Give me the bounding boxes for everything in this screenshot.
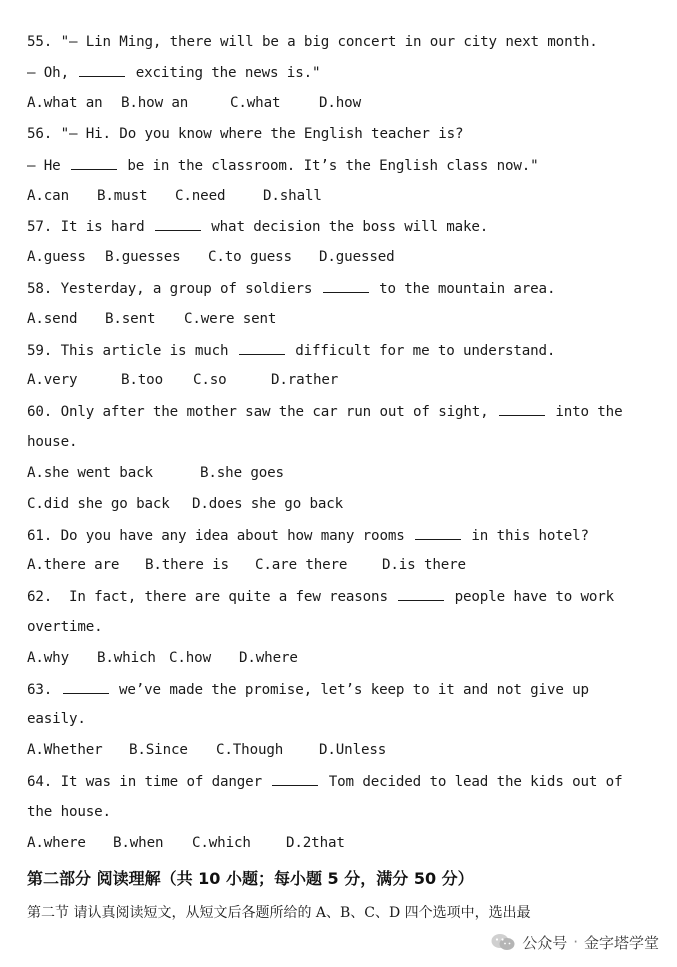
- stem-text: easily.: [27, 711, 86, 727]
- option-a: A.can: [27, 188, 69, 204]
- stem-text: we’ve made the promise, let’s keep to it and not give up: [110, 682, 589, 698]
- stem-text: 56. "— Hi. Do you know where the English teacher is?: [27, 126, 464, 142]
- option-c: C.which: [192, 835, 251, 851]
- question-63-stem-line: [27, 679, 657, 700]
- question-60-stem-line: [27, 432, 657, 452]
- option-b: B.Since: [129, 742, 188, 758]
- option-c: C.what: [230, 95, 281, 111]
- stem-text: to the mountain area.: [370, 281, 556, 297]
- watermark-name: 金字塔学堂: [583, 933, 659, 952]
- option-d: D.is there: [382, 557, 466, 573]
- answer-blank: [79, 62, 125, 77]
- option-b: B.when: [113, 835, 164, 851]
- option-a: A.very: [27, 372, 78, 388]
- option-a: A.send: [27, 311, 78, 327]
- option-b: B.she goes: [200, 465, 284, 481]
- question-56-stem-line: [27, 124, 657, 144]
- option-b: B.sent: [105, 311, 156, 327]
- stem-text: 61. Do you have any idea about how many rooms: [27, 528, 414, 544]
- stem-text: Tom decided to lead the kids out of: [320, 774, 623, 790]
- option-d: D.how: [319, 95, 361, 111]
- option-c: C.are there: [255, 557, 348, 573]
- answer-blank: [499, 401, 545, 416]
- option-d: D.rather: [271, 372, 339, 388]
- stem-text: in this hotel?: [463, 528, 589, 544]
- answer-blank: [323, 278, 369, 293]
- answer-blank: [239, 340, 285, 355]
- stem-text: 58. Yesterday, a group of soldiers: [27, 281, 321, 297]
- option-d: D.2that: [286, 835, 345, 851]
- question-64-stem-line: [27, 771, 657, 792]
- section-heading: 第二部分 阅读理解（共 10 小题；每小题 5 分，满分 50 分）: [27, 869, 474, 888]
- stem-text: 62. In fact, there are quite a few reasons: [27, 589, 397, 605]
- option-b: B.there is: [145, 557, 229, 573]
- answer-blank: [63, 679, 109, 694]
- stem-text: — He: [27, 158, 69, 174]
- stem-text: 57. It is hard: [27, 219, 153, 235]
- stem-text: 55. "— Lin Ming, there will be a big concert in our city next month.: [27, 34, 598, 50]
- answer-blank: [398, 586, 444, 601]
- stem-text: people have to work: [446, 589, 615, 605]
- answer-blank: [415, 525, 461, 540]
- option-b: B.how an: [121, 95, 189, 111]
- option-a: A.why: [27, 650, 69, 666]
- stem-text: overtime.: [27, 619, 103, 635]
- question-60-stem-line: [27, 401, 657, 422]
- option-d: D.does she go back: [192, 496, 344, 512]
- option-b: B.guesses: [105, 249, 181, 265]
- question-58-stem-line: [27, 278, 657, 299]
- stem-text: the house.: [27, 804, 111, 820]
- option-a: A.Whether: [27, 742, 103, 758]
- stem-text: exciting the news is.": [127, 65, 321, 81]
- option-d: D.where: [239, 650, 298, 666]
- stem-text: 60. Only after the mother saw the car run out of sight,: [27, 404, 497, 420]
- option-a: A.there are: [27, 557, 120, 573]
- answer-blank: [71, 155, 117, 170]
- watermark-source: 公众号: [522, 933, 568, 952]
- wechat-icon: [490, 932, 516, 952]
- section-instruction: 第二节 请认真阅读短文，从短文后各题所给的 A、B、C、D 四个选项中，选出最: [27, 905, 531, 921]
- watermark-separator: ·: [573, 933, 578, 951]
- option-d: D.shall: [263, 188, 322, 204]
- option-b: B.must: [97, 188, 148, 204]
- option-c: C.how: [169, 650, 211, 666]
- stem-text: 64. It was in time of danger: [27, 774, 271, 790]
- stem-text: be in the classroom. It’s the English class now.": [118, 158, 539, 174]
- stem-text: — Oh,: [27, 65, 78, 81]
- option-a: A.she went back: [27, 465, 153, 481]
- watermark: [490, 929, 659, 955]
- option-c: C.to guess: [208, 249, 292, 265]
- question-62-stem-line: [27, 586, 657, 607]
- question-64-stem-line: [27, 802, 657, 822]
- question-62-stem-line: [27, 617, 657, 637]
- option-c: C.so: [193, 372, 227, 388]
- question-55-stem-line: [27, 62, 657, 83]
- option-b: B.too: [121, 372, 163, 388]
- option-a: A.guess: [27, 249, 86, 265]
- question-57-stem-line: [27, 216, 657, 237]
- option-c: C.did she go back: [27, 496, 170, 512]
- stem-text: house.: [27, 434, 78, 450]
- option-a: A.where: [27, 835, 86, 851]
- question-56-stem-line: [27, 155, 657, 176]
- question-61-stem-line: [27, 525, 657, 546]
- option-d: D.Unless: [319, 742, 387, 758]
- stem-text: difficult for me to understand.: [286, 343, 556, 359]
- stem-text: 63.: [27, 682, 61, 698]
- option-d: D.guessed: [319, 249, 395, 265]
- question-55-stem-line: [27, 32, 657, 52]
- question-63-stem-line: [27, 709, 657, 729]
- question-59-stem-line: [27, 340, 657, 361]
- answer-blank: [155, 216, 201, 231]
- option-c: C.Though: [216, 742, 284, 758]
- stem-text: 59. This article is much: [27, 343, 237, 359]
- option-c: C.need: [175, 188, 226, 204]
- option-c: C.were sent: [184, 311, 277, 327]
- stem-text: what decision the boss will make.: [202, 219, 489, 235]
- stem-text: into the: [546, 404, 623, 420]
- answer-blank: [272, 771, 318, 786]
- option-b: B.which: [97, 650, 156, 666]
- option-a: A.what an: [27, 95, 103, 111]
